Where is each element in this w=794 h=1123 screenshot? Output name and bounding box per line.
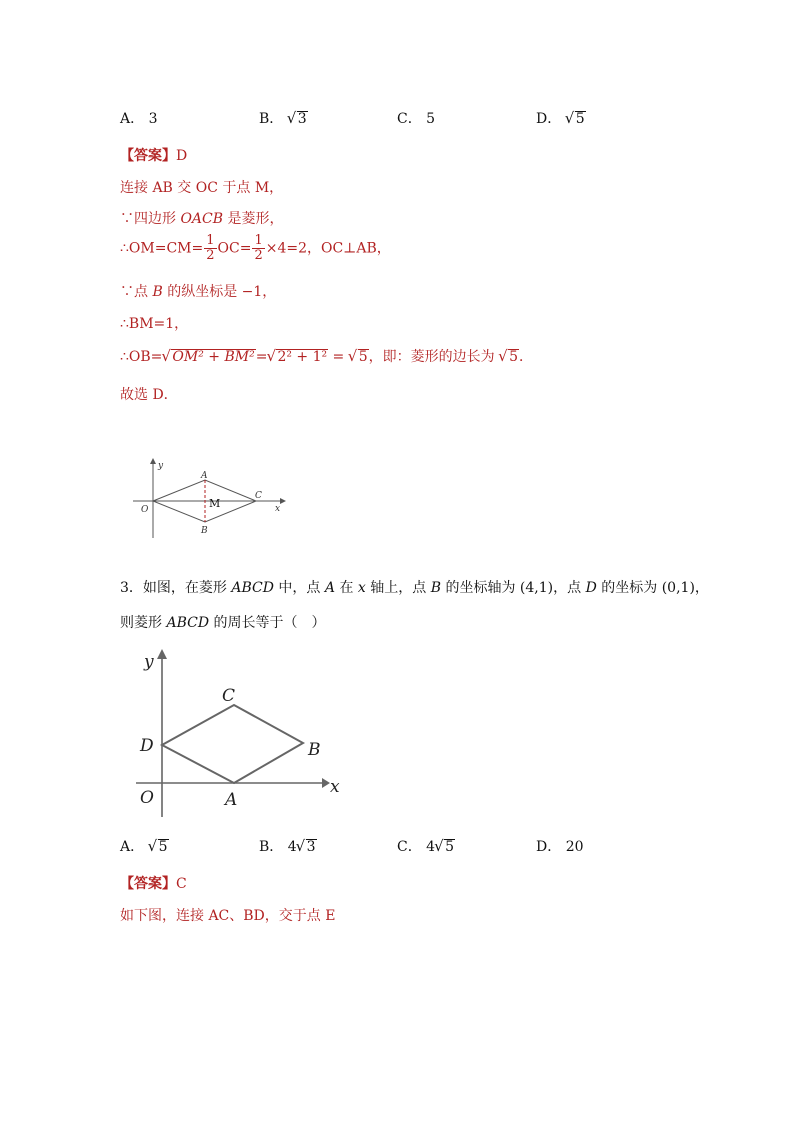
y-arrow — [157, 649, 167, 659]
q2-option-a — [120, 108, 158, 128]
q2-option-d — [536, 108, 586, 128]
answer-value: D — [176, 148, 188, 164]
option-letter: D． — [536, 111, 562, 127]
sqrt-expression — [566, 111, 586, 127]
option-letter: C． — [397, 839, 422, 855]
text: = — [255, 349, 268, 365]
math-var: ABCD — [166, 615, 210, 631]
sqrt-expression — [499, 349, 519, 365]
answer-value: C — [176, 876, 187, 892]
sqrt-expression — [349, 349, 369, 365]
sqrt-expression — [162, 349, 255, 365]
math-var: ABCD — [231, 580, 274, 596]
coefficient: 4 — [287, 839, 297, 855]
sqrt-expression — [435, 839, 455, 855]
text: OC= — [217, 240, 252, 257]
text: = — [328, 349, 349, 365]
numerator: 1 — [254, 233, 263, 248]
text: 的坐标为 — [596, 580, 662, 596]
label-a: A — [201, 471, 208, 481]
label-o: O — [141, 505, 149, 515]
text: 是菱形， — [223, 211, 284, 227]
q3-option-d — [536, 836, 584, 856]
q2-option-b — [259, 108, 308, 128]
option-value: 5 — [426, 111, 436, 127]
answer-label: 【答案】 — [120, 876, 176, 892]
text: ，即：菱形的边长为 — [368, 349, 500, 365]
radicand: 5 — [575, 111, 585, 127]
text: ∴OB= — [120, 349, 163, 365]
text: 在 — [335, 580, 358, 596]
radicand: 3 — [306, 839, 316, 855]
q3-option-c — [397, 836, 455, 856]
label-a: A — [225, 790, 238, 810]
coefficient: 4 — [426, 839, 436, 855]
q3-solution-line-1: 如下图，连接 AC、BD，交于点 E — [120, 908, 336, 924]
label-d: D — [140, 736, 154, 756]
coordinate: (4,1) — [519, 580, 554, 596]
q2-solution-line-3 — [120, 234, 391, 263]
q2-solution-line-1: 连接 AB 交 OC 于点 M， — [120, 180, 284, 196]
q2-solution-line-5: ∴BM=1， — [120, 316, 189, 332]
text: 则菱形 — [120, 615, 167, 631]
text: ，点 — [553, 580, 586, 596]
label-c: C — [255, 491, 262, 501]
sqrt-expression — [297, 839, 317, 855]
label-b: B — [201, 526, 208, 536]
answer-label: 【答案】 — [120, 148, 176, 164]
text: ∵四边形 — [120, 211, 181, 227]
text: ． — [519, 349, 534, 365]
radicand: 5 — [158, 839, 168, 855]
q2-option-c — [397, 108, 435, 128]
rhombus-abcd — [162, 705, 303, 783]
text: 的周长等于（ ） — [209, 615, 326, 631]
option-value: 3 — [148, 111, 158, 127]
math-var: A — [324, 580, 335, 596]
label-x: x — [275, 504, 281, 514]
q3-rhombus-figure — [132, 645, 350, 820]
text: 3．如图，在菱形 — [120, 580, 232, 596]
y-arrow — [150, 458, 156, 464]
x-arrow — [280, 498, 286, 504]
q2-solution-line-2 — [120, 208, 284, 228]
option-letter: A． — [120, 111, 145, 127]
radicand: 2² + 1² — [277, 349, 328, 365]
label-x: x — [330, 777, 340, 797]
radicand: 5 — [358, 349, 368, 365]
text: ∵点 — [120, 284, 153, 300]
option-letter: B． — [259, 111, 284, 127]
text: 中，点 — [273, 580, 325, 596]
q2-solution-line-4 — [120, 281, 276, 301]
label-c: C — [222, 686, 236, 706]
radicand: 5 — [445, 839, 455, 855]
coordinate: (0,1) — [661, 580, 695, 596]
text: 的纵坐标是 −1， — [162, 284, 277, 300]
option-letter: B． — [259, 839, 284, 855]
text: ×4=2，OC⊥AB， — [265, 240, 391, 257]
q2-rhombus-figure — [128, 458, 288, 540]
label-o: O — [140, 788, 154, 808]
option-letter: A． — [120, 839, 145, 855]
text: ， — [694, 580, 709, 596]
q3-option-b — [259, 836, 317, 856]
option-letter: C． — [397, 111, 422, 127]
q2-answer — [120, 145, 187, 165]
x-arrow — [322, 778, 330, 788]
label-y: y — [158, 461, 164, 471]
option-letter: D． — [536, 839, 562, 855]
q2-solution-line-6 — [120, 346, 533, 366]
q3-question-line-2 — [120, 612, 326, 632]
text: 的坐标轴为 — [441, 580, 520, 596]
label-b: B — [308, 740, 321, 760]
label-y: y — [144, 652, 154, 672]
math-var: B — [430, 580, 442, 596]
q2-solution-line-7: 故选 D． — [120, 387, 178, 403]
fraction — [204, 234, 216, 263]
option-value: 20 — [565, 839, 584, 855]
fraction — [252, 234, 264, 263]
sqrt-expression — [288, 111, 308, 127]
label-m: M — [209, 497, 221, 510]
radicand: 5 — [509, 349, 519, 365]
denominator: 2 — [206, 248, 215, 263]
math-var: B — [152, 284, 163, 300]
q3-option-a — [120, 836, 169, 856]
sqrt-expression — [149, 839, 169, 855]
math-var: OACB — [180, 211, 224, 227]
q3-answer — [120, 873, 187, 893]
text: ∴OM=CM= — [120, 240, 204, 257]
radicand: 3 — [297, 111, 307, 127]
sqrt-expression — [267, 349, 328, 365]
numerator: 1 — [206, 233, 215, 248]
radicand: OM² + BM² — [172, 349, 255, 365]
math-var: x — [357, 580, 366, 596]
denominator: 2 — [254, 248, 263, 263]
text: 轴上，点 — [365, 580, 431, 596]
q3-question-line-1 — [120, 577, 709, 597]
math-var: D — [585, 580, 597, 596]
